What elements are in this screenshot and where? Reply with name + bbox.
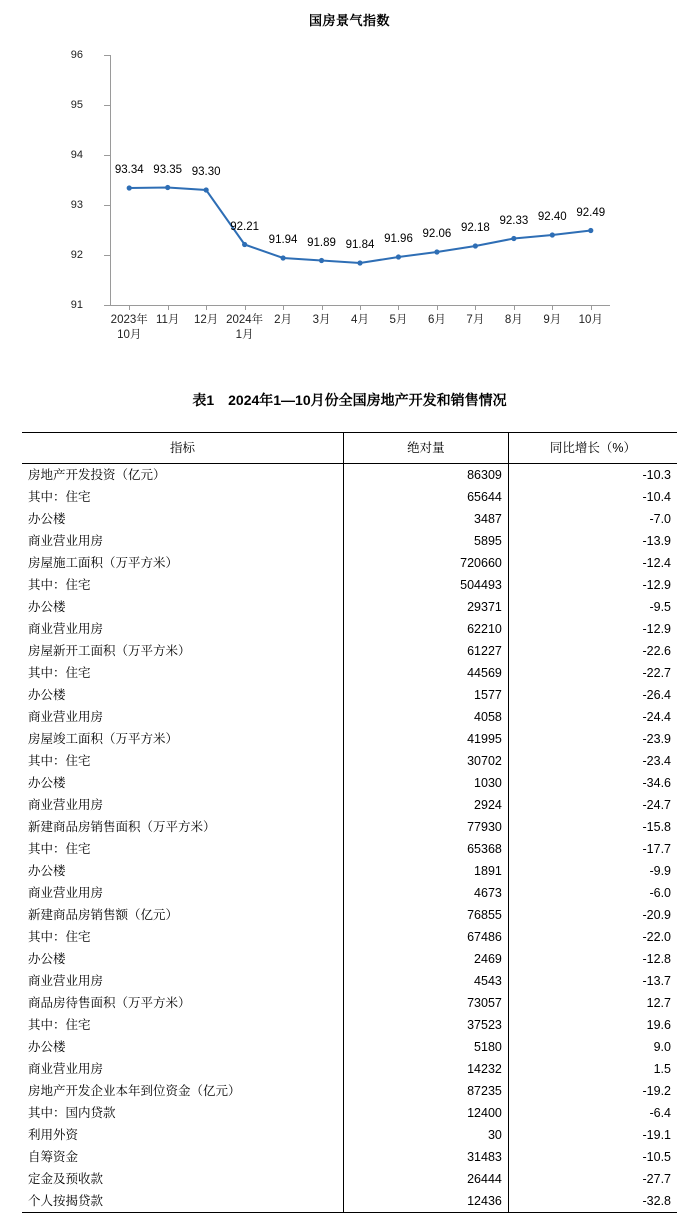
header-absolute: 绝对量 xyxy=(344,433,509,464)
cell-absolute: 12400 xyxy=(344,1102,509,1124)
point-value-label: 91.96 xyxy=(384,233,413,245)
point-value-label: 92.21 xyxy=(230,220,259,233)
cell-absolute: 76855 xyxy=(344,904,509,926)
cell-absolute: 87235 xyxy=(344,1080,509,1102)
cell-yoy: -22.0 xyxy=(508,926,677,948)
cell-yoy: -19.2 xyxy=(508,1080,677,1102)
table-row xyxy=(22,838,677,860)
cell-yoy: -12.8 xyxy=(508,948,677,970)
x-tick-label: 2月 xyxy=(274,314,293,326)
cell-yoy: -27.7 xyxy=(508,1168,677,1190)
x-tick-mark xyxy=(514,305,515,310)
x-tick-label: 4月 xyxy=(351,314,369,326)
cell-indicator: 其中：国内贷款 xyxy=(28,1106,116,1120)
cell-yoy: -12.9 xyxy=(508,618,677,640)
table-row xyxy=(22,860,677,882)
x-tick-label: 2024年 1月 xyxy=(226,314,264,341)
x-tick-mark xyxy=(206,305,207,310)
table-row xyxy=(22,486,677,508)
x-tick-label: 6月 xyxy=(427,314,446,326)
cell-indicator: 其中：住宅 xyxy=(28,666,91,680)
cell-indicator: 利用外资 xyxy=(28,1128,79,1142)
series-point xyxy=(319,258,324,263)
table-row xyxy=(22,904,677,926)
series-point xyxy=(588,228,593,233)
cell-indicator: 商业营业用房 xyxy=(28,1062,104,1076)
cell-yoy: -22.7 xyxy=(508,662,677,684)
table-row xyxy=(22,1014,677,1036)
x-tick-label: 7月 xyxy=(466,314,485,326)
cell-yoy: -19.1 xyxy=(508,1124,677,1146)
cell-absolute: 5180 xyxy=(344,1036,509,1058)
series-point xyxy=(473,243,478,248)
cell-indicator: 自筹资金 xyxy=(28,1150,79,1164)
cell-yoy: -12.9 xyxy=(508,574,677,596)
x-tick-label: 10月 xyxy=(578,314,603,326)
table-row xyxy=(22,772,677,794)
cell-indicator: 商业营业用房 xyxy=(28,622,104,636)
cell-absolute: 4543 xyxy=(344,970,509,992)
cell-absolute: 62210 xyxy=(344,618,509,640)
real-estate-table xyxy=(22,432,677,1213)
cell-indicator: 办公楼 xyxy=(28,1040,66,1054)
table-row xyxy=(22,530,677,552)
cell-absolute: 720660 xyxy=(344,552,509,574)
table-row xyxy=(22,1146,677,1168)
cell-absolute: 504493 xyxy=(344,574,509,596)
cell-indicator: 办公楼 xyxy=(28,512,66,526)
cell-yoy: 1.5 xyxy=(508,1058,677,1080)
cell-absolute: 41995 xyxy=(344,728,509,750)
cell-absolute: 1891 xyxy=(344,860,509,882)
cell-absolute: 65644 xyxy=(344,486,509,508)
cell-indicator: 办公楼 xyxy=(28,952,66,966)
cell-absolute: 2924 xyxy=(344,794,509,816)
y-tick-label: 94 xyxy=(70,149,83,161)
cell-yoy: -24.4 xyxy=(508,706,677,728)
cell-indicator: 商业营业用房 xyxy=(28,710,104,724)
cell-indicator: 商业营业用房 xyxy=(28,886,104,900)
x-tick-mark xyxy=(245,305,246,310)
table-row xyxy=(22,750,677,772)
cell-yoy: -34.6 xyxy=(508,772,677,794)
table-title: 表1 2024年1—10月份全国房地产开发和销售情况 xyxy=(192,392,507,408)
cell-yoy: -12.4 xyxy=(508,552,677,574)
cell-yoy: -17.7 xyxy=(508,838,677,860)
y-tick-label: 96 xyxy=(70,49,83,61)
cell-indicator: 商业营业用房 xyxy=(28,798,104,812)
cell-absolute: 44569 xyxy=(344,662,509,684)
cell-yoy: -6.0 xyxy=(508,882,677,904)
table-row xyxy=(22,1102,677,1124)
series-point xyxy=(165,185,170,190)
cell-indicator: 其中：住宅 xyxy=(28,490,91,504)
table-row xyxy=(22,596,677,618)
series-point xyxy=(204,187,209,192)
cell-indicator: 办公楼 xyxy=(28,600,66,614)
series-point xyxy=(127,185,132,190)
x-tick-mark xyxy=(437,305,438,310)
cell-yoy: -20.9 xyxy=(508,904,677,926)
point-value-label: 91.94 xyxy=(268,234,298,246)
chart-title: 国房景气指数 xyxy=(308,13,390,28)
header-yoy: 同比增长（%） xyxy=(508,433,677,464)
cell-yoy: -23.4 xyxy=(508,750,677,772)
cell-indicator: 新建商品房销售面积（万平方米） xyxy=(28,820,216,834)
cell-absolute: 2469 xyxy=(344,948,509,970)
x-tick-label: 11月 xyxy=(155,314,180,326)
cell-absolute: 1030 xyxy=(344,772,509,794)
x-tick-mark xyxy=(591,305,592,310)
cell-yoy: -13.7 xyxy=(508,970,677,992)
table-row xyxy=(22,992,677,1014)
cell-indicator: 房地产开发投资（亿元） xyxy=(28,468,166,482)
x-tick-label: 9月 xyxy=(543,314,562,326)
cell-absolute: 61227 xyxy=(344,640,509,662)
cell-yoy: -24.7 xyxy=(508,794,677,816)
x-tick-label: 2023年 10月 xyxy=(110,314,148,341)
x-tick-label: 12月 xyxy=(193,314,219,326)
table-row xyxy=(22,1080,677,1102)
cell-absolute: 30702 xyxy=(344,750,509,772)
series-point xyxy=(280,255,285,260)
cell-yoy: -10.4 xyxy=(508,486,677,508)
cell-indicator: 房屋施工面积（万平方米） xyxy=(28,556,179,570)
x-tick-mark xyxy=(283,305,284,310)
cell-absolute: 4058 xyxy=(344,706,509,728)
table-row xyxy=(22,728,677,750)
table-row xyxy=(22,508,677,530)
table-row xyxy=(22,662,677,684)
series-point xyxy=(511,236,516,241)
point-value-label: 91.84 xyxy=(345,239,375,251)
cell-indicator: 其中：住宅 xyxy=(28,578,91,592)
cell-absolute: 14232 xyxy=(344,1058,509,1080)
cell-yoy: -9.9 xyxy=(508,860,677,882)
chart-panel xyxy=(0,0,699,341)
cell-yoy: -22.6 xyxy=(508,640,677,662)
cell-absolute: 31483 xyxy=(344,1146,509,1168)
point-value-label: 93.34 xyxy=(114,164,144,176)
series-point xyxy=(550,232,555,237)
cell-yoy: -6.4 xyxy=(508,1102,677,1124)
table-row xyxy=(22,574,677,596)
series-point xyxy=(434,249,439,254)
table-row xyxy=(22,816,677,838)
table-row xyxy=(22,882,677,904)
cell-absolute: 5895 xyxy=(344,530,509,552)
cell-absolute: 67486 xyxy=(344,926,509,948)
table-row xyxy=(22,464,677,487)
cell-absolute: 65368 xyxy=(344,838,509,860)
cell-yoy: -15.8 xyxy=(508,816,677,838)
y-tick-mark xyxy=(104,305,110,306)
table-row xyxy=(22,618,677,640)
x-tick-label: 5月 xyxy=(389,314,408,326)
point-value-label: 92.33 xyxy=(499,214,529,227)
cell-indicator: 商品房待售面积（万平方米） xyxy=(28,996,191,1010)
series-point xyxy=(396,254,401,259)
point-value-label: 92.40 xyxy=(537,211,567,223)
x-tick-mark xyxy=(129,305,130,310)
table-row xyxy=(22,948,677,970)
x-tick-mark xyxy=(360,305,361,310)
cell-indicator: 其中：住宅 xyxy=(28,930,91,944)
table-row xyxy=(22,970,677,992)
x-tick-mark xyxy=(168,305,169,310)
x-tick-mark xyxy=(398,305,399,310)
line-series xyxy=(110,55,610,305)
x-tick-label: 8月 xyxy=(504,314,523,326)
point-value-label: 92.06 xyxy=(422,228,452,240)
cell-indicator: 办公楼 xyxy=(28,688,66,702)
cell-yoy: -23.9 xyxy=(508,728,677,750)
cell-yoy: -7.0 xyxy=(508,508,677,530)
cell-absolute: 26444 xyxy=(344,1168,509,1190)
point-value-label: 93.35 xyxy=(153,163,183,176)
x-tick-label: 3月 xyxy=(312,314,331,326)
point-value-label: 91.89 xyxy=(307,236,336,249)
cell-absolute: 4673 xyxy=(344,882,509,904)
cell-indicator: 商业营业用房 xyxy=(28,534,104,548)
table-row xyxy=(22,1036,677,1058)
cell-indicator: 办公楼 xyxy=(28,776,66,790)
table-row xyxy=(22,706,677,728)
y-tick-label: 93 xyxy=(70,199,83,211)
chart-plot-area xyxy=(0,29,699,341)
cell-yoy: 9.0 xyxy=(508,1036,677,1058)
table-row xyxy=(22,640,677,662)
table-header-row xyxy=(22,433,677,464)
series-point xyxy=(242,242,247,247)
cell-indicator: 其中：住宅 xyxy=(28,1018,91,1032)
table-row xyxy=(22,1190,677,1213)
y-tick-label: 92 xyxy=(70,249,83,261)
cell-absolute: 77930 xyxy=(344,816,509,838)
header-indicator: 指标 xyxy=(22,433,344,464)
table-row xyxy=(22,552,677,574)
cell-indicator: 新建商品房销售额（亿元） xyxy=(28,908,179,922)
cell-absolute: 37523 xyxy=(344,1014,509,1036)
cell-indicator: 个人按揭贷款 xyxy=(22,1190,344,1213)
table-row xyxy=(22,1168,677,1190)
cell-indicator: 其中：住宅 xyxy=(28,842,91,856)
point-value-label: 92.18 xyxy=(460,222,490,234)
cell-yoy: 12.7 xyxy=(508,992,677,1014)
y-tick-label: 91 xyxy=(70,299,83,311)
y-tick-label: 95 xyxy=(70,99,83,111)
cell-indicator: 商业营业用房 xyxy=(28,974,104,988)
cell-yoy: -32.8 xyxy=(508,1190,677,1213)
table-row xyxy=(22,926,677,948)
series-point xyxy=(357,260,362,265)
cell-indicator: 房屋竣工面积（万平方米） xyxy=(28,732,179,746)
cell-absolute: 29371 xyxy=(344,596,509,618)
cell-yoy: -13.9 xyxy=(508,530,677,552)
cell-indicator: 房地产开发企业本年到位资金（亿元） xyxy=(28,1084,241,1098)
cell-indicator: 办公楼 xyxy=(28,864,66,878)
cell-absolute: 12436 xyxy=(344,1190,509,1213)
table-row xyxy=(22,794,677,816)
cell-indicator: 其中：住宅 xyxy=(28,754,91,768)
cell-absolute: 30 xyxy=(344,1124,509,1146)
table-row xyxy=(22,1058,677,1080)
cell-absolute: 1577 xyxy=(344,684,509,706)
cell-indicator: 定金及预收款 xyxy=(28,1172,104,1186)
x-tick-mark xyxy=(322,305,323,310)
point-value-label: 93.30 xyxy=(191,166,221,178)
x-tick-mark xyxy=(475,305,476,310)
point-value-label: 92.49 xyxy=(576,206,606,219)
cell-yoy: -26.4 xyxy=(508,684,677,706)
cell-yoy: -9.5 xyxy=(508,596,677,618)
cell-indicator: 房屋新开工面积（万平方米） xyxy=(28,644,191,658)
cell-yoy: -10.5 xyxy=(508,1146,677,1168)
table-row xyxy=(22,684,677,706)
cell-yoy: 19.6 xyxy=(508,1014,677,1036)
cell-absolute: 3487 xyxy=(344,508,509,530)
x-tick-mark xyxy=(552,305,553,310)
cell-absolute: 86309 xyxy=(344,464,509,487)
table-row xyxy=(22,1124,677,1146)
cell-yoy: -10.3 xyxy=(508,464,677,487)
cell-absolute: 73057 xyxy=(344,992,509,1014)
